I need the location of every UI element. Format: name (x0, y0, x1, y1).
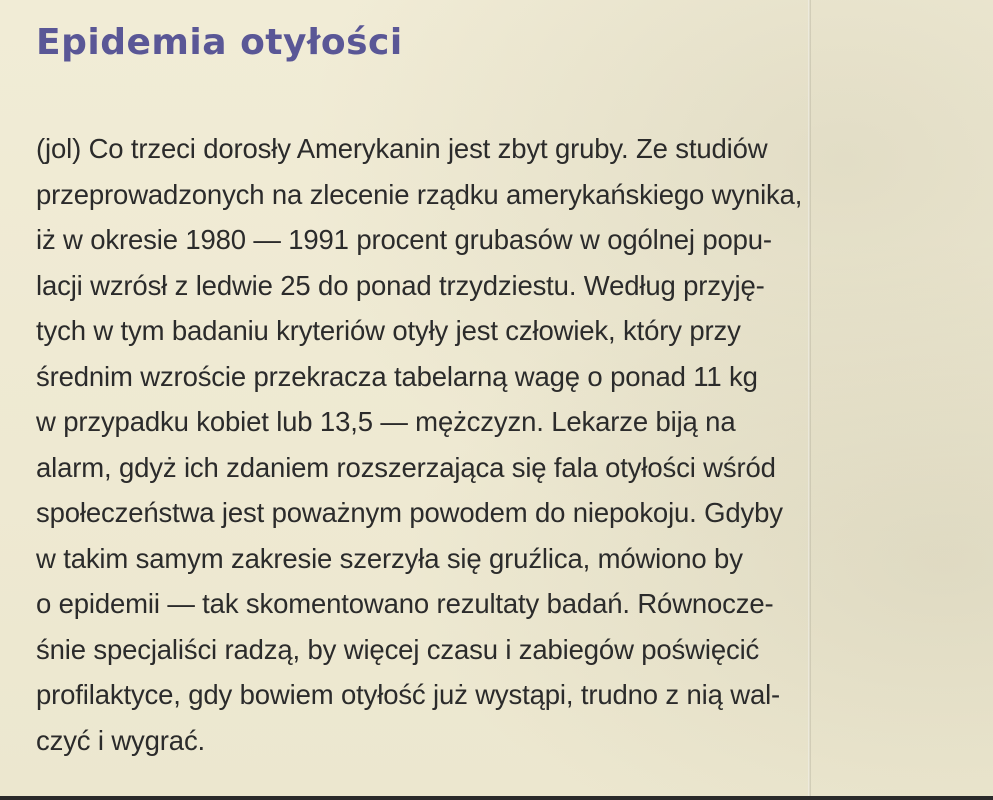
article-title: Epidemia otyłości (36, 22, 403, 63)
article-line: w takim samym zakresie szerzyła się gruźlica, mówiono by (36, 542, 743, 574)
article-line: iż w okresie 1980 — 1991 procent grubasów w ogólnej popu- (36, 224, 772, 255)
article-line: śnie specjaliści radzą, by więcej czasu i zabiegów poświęcić (36, 633, 760, 665)
article-line: w przypadku kobiet lub 13,5 — mężczyzn. Lekarze biją na (36, 406, 736, 437)
article-line: tych w tym badaniu kryteriów otyły jest człowiek, który przy (36, 315, 741, 346)
article-line: czyć i wygrać. (36, 724, 206, 756)
bottom-border (0, 796, 993, 800)
article-line: przeprowadzonych na zlecenie rządku amerykańskiego wynika, (36, 178, 803, 210)
article-body (36, 126, 966, 763)
article-line: lacji wzrósł z ledwie 25 do ponad trzydziestu. Według przyję- (36, 269, 765, 301)
article-line: społeczeństwa jest poważnym powodem do niepokoju. Gdyby (36, 497, 783, 528)
article-line: średnim wzroście przekracza tabelarną wagę o ponad 11 kg (36, 360, 758, 392)
article-line: profilaktyce, gdy bowiem otyłość już wystąpi, trudno z nią wal- (36, 679, 781, 710)
article-line: (jol) Co trzeci dorosły Amerykanin jest zbyt gruby. Ze studiów (36, 133, 768, 164)
article-line: o epidemii — tak skomentowano rezultaty badań. Równocze- (36, 588, 774, 619)
article-line: alarm, gdyż ich zdaniem rozszerzająca się fala otyłości wśród (36, 451, 776, 483)
